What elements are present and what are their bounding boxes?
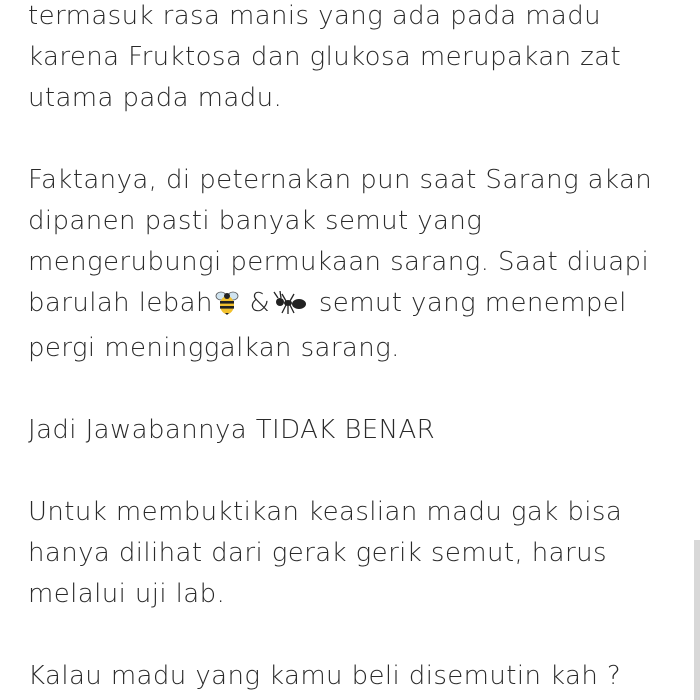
text-line: Untuk membuktikan keaslian madu gak bisa: [28, 497, 623, 527]
paragraph-question: [28, 656, 668, 697]
text-line: dipanen pasti banyak semut yang: [28, 206, 483, 236]
text-line: Faktanya, di peternakan pun saat Sarang akan: [28, 165, 653, 195]
text-fragment: semut yang menempel: [310, 288, 627, 318]
text-line: karena Fruktosa dan glukosa merupakan zat: [28, 42, 622, 72]
bee-icon: [215, 287, 239, 328]
text-line: Kalau madu yang kamu beli disemutin kah ?: [28, 661, 622, 691]
text-line-with-emoji: [28, 283, 668, 328]
ant-icon: [272, 287, 308, 328]
text-line: hanya dilihat dari gerak gerik semut, harus: [28, 538, 607, 568]
paragraph-answer: [28, 410, 668, 451]
text-fragment: barulah lebah: [28, 288, 213, 318]
text-line: Jadi Jawabannya TIDAK BENAR: [28, 415, 436, 445]
text-line: utama pada madu.: [28, 83, 283, 113]
text-line: mengerubungi permukaan sarang. Saat diuapi: [28, 247, 650, 277]
paragraph-faktanya: [28, 160, 668, 369]
text-line: melalui uji lab.: [28, 579, 226, 609]
text-line: pergi meninggalkan sarang.: [28, 333, 400, 363]
document-text: [28, 0, 668, 700]
scrollbar[interactable]: [694, 540, 700, 700]
paragraph-lab-test: [28, 492, 668, 615]
text-fragment: &: [240, 288, 271, 318]
text-line: termasuk rasa manis yang ada pada madu: [28, 1, 602, 31]
paragraph-fructose: [28, 0, 668, 119]
